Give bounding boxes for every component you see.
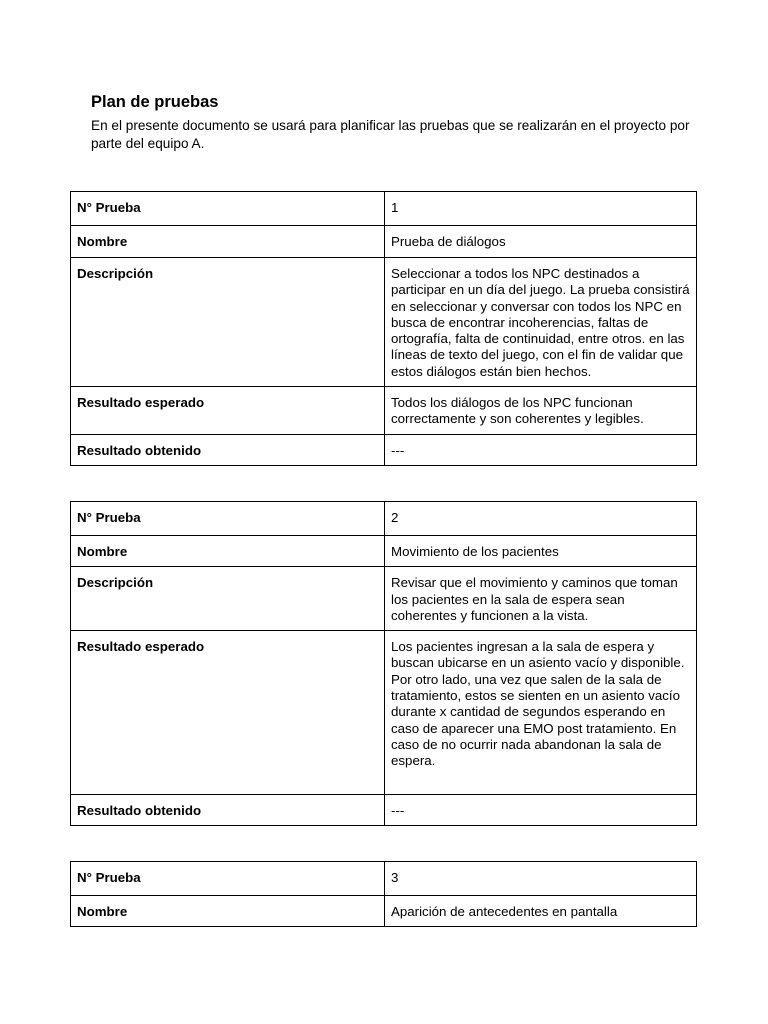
- label-esperado: Resultado esperado: [71, 631, 385, 795]
- value-descripcion: Seleccionar a todos los NPC destinados a participar en un día del juego. La prueba consistirá en seleccionar y conversar con todos los NPC en busca de encontrar incoherencias, faltas de ortografía, falta de continuidad, entre otros. en las líneas de texto del juego, con el fin de validar que estos diálogos están bien hechos.: [385, 258, 697, 387]
- row-numero: [71, 862, 697, 896]
- value-nombre: Aparición de antecedentes en pantalla: [385, 896, 697, 927]
- row-nombre: [71, 226, 697, 258]
- row-numero: [71, 192, 697, 226]
- label-descripcion: Descripción: [71, 567, 385, 631]
- label-nombre: Nombre: [71, 536, 385, 567]
- row-descripcion: [71, 258, 697, 387]
- label-numero: N° Prueba: [71, 502, 385, 536]
- value-nombre: Movimiento de los pacientes: [385, 536, 697, 567]
- test-table-1: [70, 191, 697, 466]
- test-table-3: [70, 861, 697, 927]
- row-descripcion: [71, 567, 697, 631]
- value-numero: 1: [385, 192, 697, 226]
- label-obtenido: Resultado obtenido: [71, 795, 385, 826]
- row-obtenido: [71, 795, 697, 826]
- label-esperado: Resultado esperado: [71, 387, 385, 435]
- row-obtenido: [71, 434, 697, 465]
- row-numero: [71, 502, 697, 536]
- page-title: Plan de pruebas: [91, 93, 219, 111]
- value-descripcion: Revisar que el movimiento y caminos que toman los pacientes en la sala de espera sean coherentes y funcionen a la vista.: [385, 567, 697, 631]
- value-numero: 2: [385, 502, 697, 536]
- label-nombre: Nombre: [71, 226, 385, 258]
- row-nombre: [71, 896, 697, 927]
- label-obtenido: Resultado obtenido: [71, 434, 385, 465]
- value-nombre: Prueba de diálogos: [385, 226, 697, 258]
- row-esperado: [71, 631, 697, 795]
- label-numero: N° Prueba: [71, 192, 385, 226]
- value-obtenido: ---: [385, 795, 697, 826]
- label-descripcion: Descripción: [71, 258, 385, 387]
- value-esperado: Todos los diálogos de los NPC funcionan correctamente y son coherentes y legibles.: [385, 387, 697, 435]
- value-esperado: Los pacientes ingresan a la sala de espera y buscan ubicarse en un asiento vacío y disponible. Por otro lado, una vez que salen de la sala de tratamiento, estos se sienten en un asiento vacío durante x cantidad de segundos esperando en caso de aparecer una EMO post tratamiento. En caso de no ocurrir nada abandonan la sala de espera.: [385, 631, 697, 795]
- intro-paragraph: En el presente documento se usará para planificar las pruebas que se realizarán en el proyecto por parte del equipo A.: [91, 118, 690, 151]
- row-nombre: [71, 536, 697, 567]
- value-numero: 3: [385, 862, 697, 896]
- label-numero: N° Prueba: [71, 862, 385, 896]
- label-nombre: Nombre: [71, 896, 385, 927]
- value-obtenido: ---: [385, 434, 697, 465]
- test-table-2: [70, 501, 697, 826]
- row-esperado: [71, 387, 697, 435]
